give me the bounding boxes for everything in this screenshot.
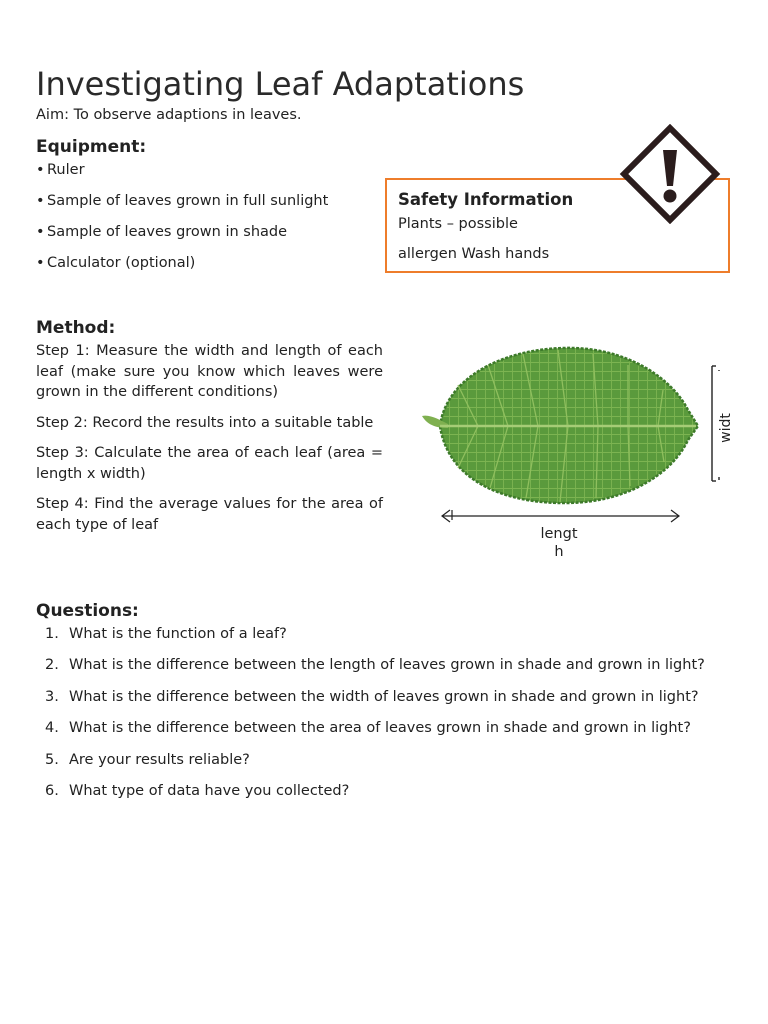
length-label-line-2: h [554, 544, 564, 560]
question-text: What is the function of a leaf? [69, 626, 287, 642]
list-item [36, 191, 328, 222]
list-item [36, 253, 328, 284]
method-step-2: Step 2: Record the results into a suitable table [36, 414, 374, 431]
question-text: Are your results reliable? [69, 751, 250, 768]
method-step-3: Step 3: Calculate the area of each leaf (area = length x width) [36, 445, 383, 482]
question-text: What is the difference between the width of leaves grown in shade and grown in light? [69, 688, 699, 705]
bullet: • [36, 224, 45, 240]
hazard-exclamation-icon [618, 124, 722, 224]
length-label-line-1: lengt [540, 526, 578, 542]
safety-title: Safety Information [398, 190, 574, 209]
equipment-item-label: Ruler [47, 162, 85, 178]
aim-text: Aim: To observe adaptions in leaves. [36, 107, 302, 123]
bullet: • [36, 255, 45, 271]
width-label: widt [718, 413, 734, 443]
question-text: What is the difference between the length of leaves grown in shade and grown in light? [69, 657, 705, 674]
length-label [531, 525, 587, 561]
bullet: • [36, 193, 45, 209]
safety-text-line-1: Plants – possible [398, 216, 518, 232]
equipment-item-label: Calculator (optional) [47, 255, 196, 271]
question-number: 2. [45, 657, 59, 674]
question-text: What is the difference between the area of leaves grown in shade and grown in light? [69, 720, 691, 737]
list-item [40, 624, 705, 655]
questions-heading: Questions: [36, 601, 139, 621]
questions-list [40, 624, 705, 812]
list-item [40, 781, 705, 812]
list-item [40, 750, 705, 781]
list-item [40, 655, 705, 686]
question-number: 4. [45, 720, 59, 737]
leaf-diagram [418, 340, 748, 565]
length-arrow [442, 510, 679, 522]
equipment-list [36, 160, 328, 284]
method-steps [36, 341, 383, 545]
question-text: What type of data have you collected? [69, 782, 350, 799]
question-number: 1. [45, 626, 59, 642]
page-title: Investigating Leaf Adaptations [36, 65, 525, 103]
safety-text-line-2: allergen Wash hands [398, 246, 550, 262]
method-step-4: Step 4: Find the average values for the area of each type of leaf [36, 496, 383, 533]
list-item [40, 687, 705, 718]
equipment-item-label: Sample of leaves grown in full sunlight [47, 193, 329, 209]
method-step-1: Step 1: Measure the width and length of each leaf (make sure you know which leaves were grown in the different conditions) [36, 343, 383, 400]
method-heading: Method: [36, 318, 116, 338]
equipment-item-label: Sample of leaves grown in shade [47, 224, 288, 240]
question-number: 3. [45, 688, 59, 705]
equipment-heading: Equipment: [36, 137, 147, 157]
question-number: 6. [45, 782, 59, 799]
question-number: 5. [45, 751, 59, 768]
list-item [40, 718, 705, 749]
bullet: • [36, 162, 45, 178]
list-item [36, 222, 328, 253]
list-item [36, 160, 328, 191]
